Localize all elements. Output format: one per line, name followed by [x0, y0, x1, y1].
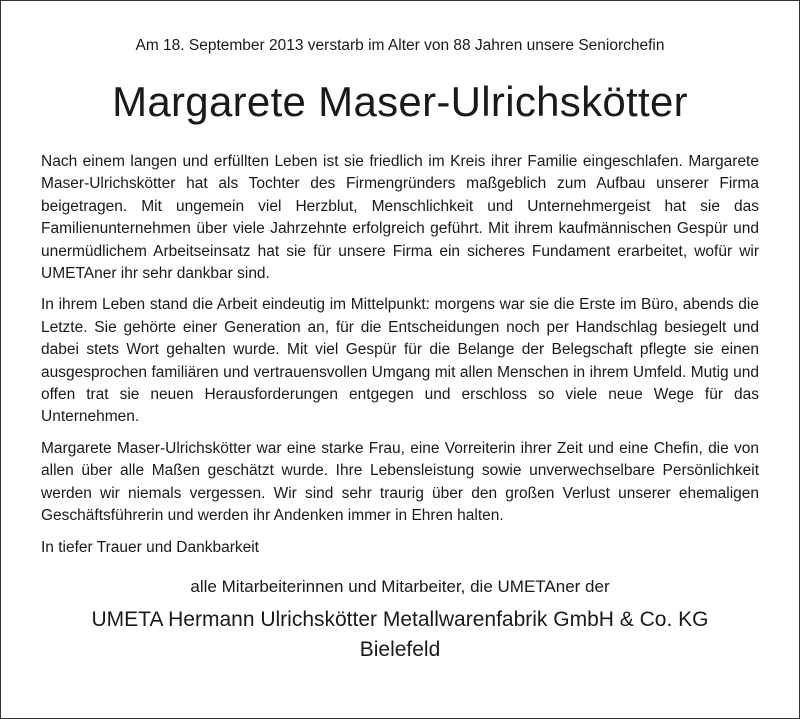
signature-city: Bielefeld [359, 637, 441, 661]
signature-block [41, 575, 759, 665]
closing-line: In tiefer Trauer und Dankbarkeit [41, 538, 259, 556]
deceased-name: Margarete Maser-Ulrichskötter [112, 78, 688, 125]
body-paragraph-1: Nach einem langen und erfüllten Leben ist sie friedlich im Kreis ihrer Familie eingeschlafen. Margarete Maser-Ulrichskötter hat als Tochter des Firmengründers maßgeblich zum Aufbau unserer Firma beigetragen. Mit ungemein viel Herzblut, Menschlichkeit und Unternehmergeist hat sie das Familienunternehmen über viele Jahrzehnte erfolgreich geführt. Mit ihrem kaufmännischen Gespür und unermüdlichem Arbeitseinsatz hat sie für unsere Firma ein sicheres Fundament erarbeitet, wofür wir UMETAner ihr sehr dankbar sind. [41, 153, 759, 283]
obituary-body [41, 151, 759, 559]
body-paragraph-3: Margarete Maser-Ulrichskötter war eine starke Frau, eine Vorreiterin ihrer Zeit und eine Chefin, die von allen über alle Maßen geschätzt wurde. Ihre Lebensleistung sowie unverwechselbare Persönlichkeit werden wir niemals vergessen. Wir sind sehr traurig über den großen Verlust unserer ehemaligen Geschäftsführerin und werden ihr Andenken immer in Ehren halten. [41, 439, 759, 525]
body-paragraph-2: In ihrem Leben stand die Arbeit eindeutig im Mittelpunkt: morgens war sie die Erste im Büro, abends die Letzte. Sie gehörte einer Generation an, für die Entscheidungen noch per Handschlag besiegelt und dabei stets Wort gehalten wurde. Mit viel Gespür für die Belange der Belegschaft pflegte sie einen ausgesprochen familiären und vertrauensvollen Umgang mit allen Menschen in ihrem Umfeld. Mutig und offen trat sie neuen Herausforderungen entgegen und erschloss so viele neue Wege für das Unternehmen. [41, 296, 759, 426]
signature-employees: alle Mitarbeiterinnen und Mitarbeiter, die UMETAner der [190, 576, 610, 596]
signature-company: UMETA Hermann Ulrichskötter Metallwarenfabrik GmbH & Co. KG [91, 607, 709, 631]
intro-line: Am 18. September 2013 verstarb im Alter von 88 Jahren unsere Seniorchefin [135, 37, 665, 54]
